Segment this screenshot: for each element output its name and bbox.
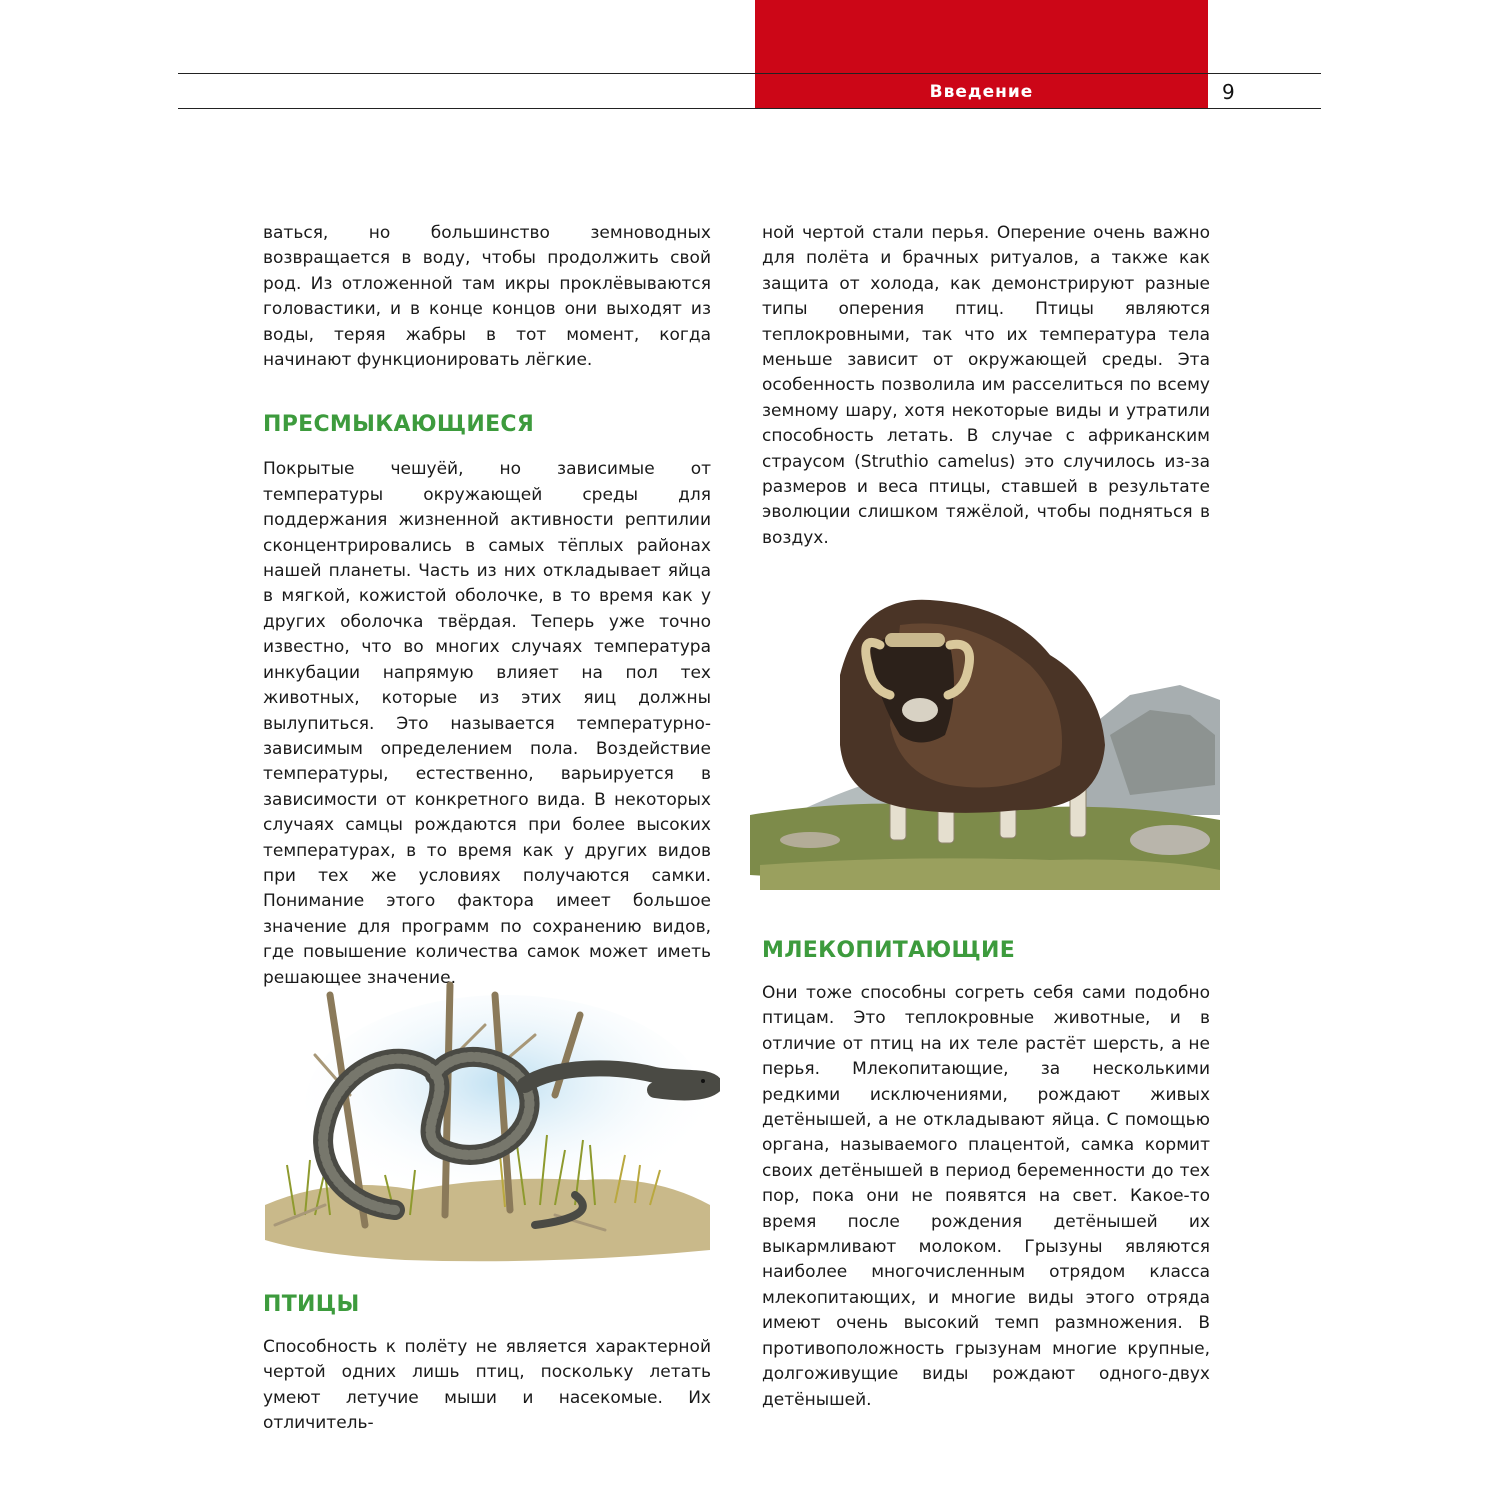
right-column-lower — [762, 937, 1210, 1413]
birds-text: Способность к полёту не является характерной чертой одних лишь птиц, поскольку летать умеют летучие мыши и насекомые. Их отличитель- — [263, 1337, 711, 1434]
header-bottom-rule — [178, 108, 1321, 109]
section-title: Введение — [929, 82, 1034, 102]
amphibians-continued-text: ваться, но большинство земноводных возвращается в воду, чтобы продолжить свой род. Из отложенной там икры проклёвываются головастики, и в конце концов они выходят из воды, теряя жабры в тот момент, когда начинают функционировать лёгкие. — [263, 223, 711, 371]
page-number: 9 — [1222, 80, 1235, 104]
left-column-lower — [263, 1291, 711, 1437]
right-column-upper — [762, 221, 1210, 551]
mammals-text: Они тоже способны согреть себя сами подобно птицам. Это теплокровные животные, и в отличие от птиц на их теле растёт шерсть, а не перья. Млекопитающие, за несколькими редкими исключениями, рождают живых детёнышей, а не откладывают яйца. С помощью органа, называемого плацентой, самка кормит своих детёнышей в период беременности до тех пор, пока они не появятся на свет. Какое-то время после рождения детёнышей их выкармливают молоком. Грызуны являются наиболее многочисленным отрядом класса млекопитающих, и многие виды этого отряда имеют очень высокий темп размножения. В противоположность грызунам многие крупные, долгоживущие виды рождают одного-двух детёнышей. — [762, 983, 1210, 1410]
reptiles-text: Покрытые чешуёй, но зависимые от температуры окружающей среды для поддержания жизненной активности рептилии сконцентрировались в самых тёплых районах нашей планеты. Часть из них откладывает яйца в мягкой, кожистой оболочке, в то время как у других оболочка твёрдая. Теперь уже точно известно, что во многих случаях температура инкубации напрямую влияет на пол тех животных, которые из этих яиц должны вылупиться. Это называется температурно-зависимым определением пола. Воздействие температуры, естественно, варьируется в зависимости от конкретного вида. В некоторых случаях самцы рождаются при более высоких температурах, в то время как у других видов при тех же условиях получаются самки. Понимание этого фактора имеет большое значение для программ по сохранению видов, где повышение количества самок может иметь решающее значение. — [263, 459, 711, 988]
snake-illustration — [255, 975, 720, 1270]
birds-continued-text: ной чертой стали перья. Оперение очень важно для полёта и брачных ритуалов, а также как защита от холода, как демонстрируют разные типы оперения птиц. Птицы являются теплокровными, так что их температура тела меньше зависит от окружающей среды. Эта особенность позволила им расселиться по всему земному шару, хотя некоторые виды и утратили способность летать. В случае с африканским страусом (Struthio camelus) это случилось из-за размеров и веса птицы, ставшей в результате эволюции слишком тяжёлой, чтобы подняться в воздух. — [762, 223, 1210, 548]
reptiles-heading: ПРЕСМЫКАЮЩИЕСЯ — [263, 412, 535, 438]
musk-ox-illustration — [750, 585, 1225, 895]
birds-heading: ПТИЦЫ — [263, 1292, 360, 1317]
left-column-upper — [263, 221, 711, 991]
header-top-rule — [178, 73, 1321, 74]
mammals-heading: МЛЕКОПИТАЮЩИЕ — [762, 938, 1016, 963]
